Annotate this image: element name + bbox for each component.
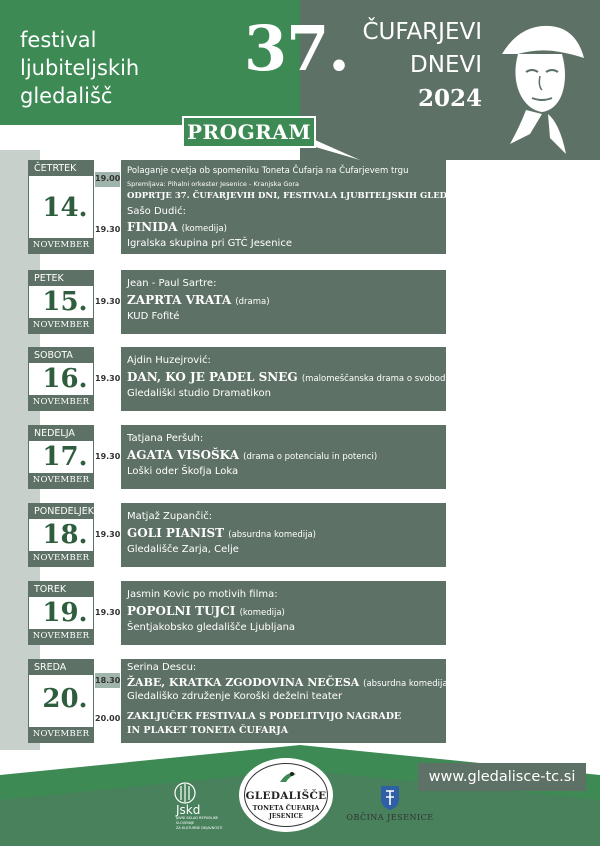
event-genre: (komedija) <box>239 608 285 618</box>
event-author: Matjaž Zupančič: <box>127 511 213 522</box>
event-genre: (drama o potencialu in potenci) <box>243 452 378 462</box>
weekday: PETEK <box>29 271 93 286</box>
theatre-emblem-icon <box>278 768 298 786</box>
weekday: SREDA <box>29 660 93 675</box>
day-block-thursday <box>28 160 477 254</box>
municipality-logo <box>340 785 440 822</box>
weekday: NEDELJA <box>29 426 93 441</box>
event-genre: (absurdna komedija) <box>363 679 451 689</box>
event-time: 19.30 <box>95 225 121 234</box>
weekday: TOREK <box>29 582 93 597</box>
month: NOVEMBER <box>29 551 93 566</box>
event-author: Jean - Paul Sartre: <box>127 278 217 289</box>
event-title: FINIDA (komedija) <box>127 220 227 234</box>
event-info <box>121 347 452 411</box>
opening-ceremony: ODPRTJE 37. ČUFARJEVIH DNI, FESTIVALA LJUBITELJSKIH GLEDALIŠČ <box>127 191 477 201</box>
event-time: 18.30 <box>95 676 121 685</box>
event-genre: (absurdna komedija) <box>228 530 316 540</box>
theatre-logo-line-1: GLEDALIŠČE <box>245 790 327 802</box>
event-info <box>121 581 446 645</box>
date-card <box>28 581 94 645</box>
name-line-2: DNEVI <box>410 52 482 78</box>
program-label: PROGRAM <box>182 116 316 148</box>
opening-time: 19.00 <box>95 174 121 183</box>
event-info <box>121 270 446 334</box>
event-title: POPOLNI TUJCI (komedija) <box>127 604 285 618</box>
event-info <box>121 425 446 489</box>
date-card <box>28 425 94 489</box>
month: NOVEMBER <box>29 238 93 253</box>
month: NOVEMBER <box>29 395 93 410</box>
weekday: ČETRTEK <box>29 161 93 176</box>
closing-time: 20.00 <box>95 714 121 723</box>
event-info <box>121 659 451 743</box>
date-card <box>28 160 94 254</box>
event-genre: (komedija) <box>181 224 227 234</box>
event-troupe: Igralska skupina pri GTČ Jesenice <box>127 238 292 249</box>
day-block-saturday <box>28 347 452 411</box>
name-line-1: ČUFARJEVI <box>362 19 482 45</box>
jskd-logo <box>170 782 234 831</box>
event-title: ZAPRTA VRATA (drama) <box>127 293 270 307</box>
event-title: AGATA VISOŠKA (drama o potencialu in potenci) <box>127 448 378 462</box>
jskd-subtitle-1: JAVNI SKLAD REPUBLIKE SLOVENIJE <box>176 816 219 825</box>
event-troupe: Gledališče Zarja, Celje <box>127 544 239 555</box>
event-troupe: Šentjakobsko gledališče Ljubljana <box>127 622 296 633</box>
month: NOVEMBER <box>29 318 93 333</box>
event-time: 19.30 <box>95 297 121 306</box>
event-title: DAN, KO JE PADEL SNEG (malomeščanska drama o svobodi) <box>127 370 452 384</box>
event-time: 19.30 <box>95 452 121 461</box>
festival-line-1: festival <box>20 28 97 52</box>
closing-line-1: ZAKLJUČEK FESTIVALA S PODELITVIJO NAGRADE <box>127 711 402 722</box>
event-author: Jasmin Kovic po motivih filma: <box>127 589 278 600</box>
date-number: 20. <box>42 684 88 714</box>
opening-line: Polaganje cvetja ob spomeniku Toneta Čufarja na Čufarjevem trgu <box>127 166 409 176</box>
jskd-label: Jskd <box>176 803 201 817</box>
month: NOVEMBER <box>29 629 93 644</box>
event-author: Serina Descu: <box>127 662 197 673</box>
event-genre: (malomeščanska drama o svobodi) <box>301 374 452 384</box>
jskd-emblem-icon <box>174 782 196 804</box>
date-number: 19. <box>42 598 88 628</box>
event-info <box>121 503 446 567</box>
event-author: Sašo Dudić: <box>127 206 187 217</box>
date-number: 17. <box>42 442 88 472</box>
festival-title <box>20 26 139 110</box>
date-number: 18. <box>42 520 88 550</box>
municipality-label: OBČINA JESENICE <box>346 813 434 822</box>
festival-line-2: ljubiteljskih <box>20 56 140 80</box>
event-info <box>121 160 477 254</box>
event-genre: (drama) <box>235 297 270 307</box>
event-title: GOLI PIANIST (absurdna komedija) <box>127 526 316 540</box>
date-card <box>28 347 94 411</box>
day-block-monday <box>28 503 446 567</box>
event-troupe: Gledališki studio Dramatikon <box>127 388 271 399</box>
festival-year: 2024 <box>417 85 482 112</box>
festival-line-3: gledališč <box>20 84 113 108</box>
closing-line-2: IN PLAKET TONETA ČUFARJA <box>127 725 289 736</box>
event-title: ŽABE, KRATKA ZGODOVINA NEČESA (absurdna komedija) <box>127 676 451 689</box>
date-card <box>28 659 94 743</box>
website-link[interactable]: www.gledalisce-tc.si <box>418 763 586 791</box>
event-time: 19.30 <box>95 374 121 383</box>
event-time: 19.30 <box>95 608 121 617</box>
month: NOVEMBER <box>29 473 93 488</box>
event-troupe: Gledališko združenje Koroški deželni teater <box>127 691 343 702</box>
day-block-sunday <box>28 425 446 489</box>
date-card <box>28 503 94 567</box>
theatre-logo-line-2: TONETA ČUFARJA <box>252 804 320 812</box>
weekday: PONEDELJEK <box>29 504 93 519</box>
event-troupe: Loški oder Škofja Loka <box>127 466 239 477</box>
opening-accompaniment: Spremljava: Pihalni orkester Jesenice - Kranjska Gora <box>127 180 300 188</box>
theatre-logo-line-3: JESENICE <box>269 813 303 820</box>
day-block-wednesday <box>28 659 451 743</box>
jskd-subtitle-2: ZA KULTURNE DEJAVNOSTI <box>176 826 223 830</box>
festival-name <box>342 16 482 115</box>
date-card <box>28 270 94 334</box>
date-number: 16. <box>42 364 88 394</box>
event-author: Ajdin Huzejrović: <box>127 355 211 366</box>
day-block-tuesday <box>28 581 446 645</box>
event-troupe: KUD Fofité <box>127 311 180 322</box>
weekday: SOBOTA <box>29 348 93 363</box>
theatre-logo <box>239 758 333 832</box>
portrait-illustration <box>490 14 590 164</box>
date-number: 14. <box>42 193 88 223</box>
event-author: Tatjana Peršuh: <box>127 433 204 444</box>
month: NOVEMBER <box>29 727 93 742</box>
coat-of-arms-icon <box>380 785 400 811</box>
day-block-friday <box>28 270 446 334</box>
date-number: 15. <box>42 287 88 317</box>
event-time: 19.30 <box>95 530 121 539</box>
edition-number: 37. <box>244 12 349 85</box>
